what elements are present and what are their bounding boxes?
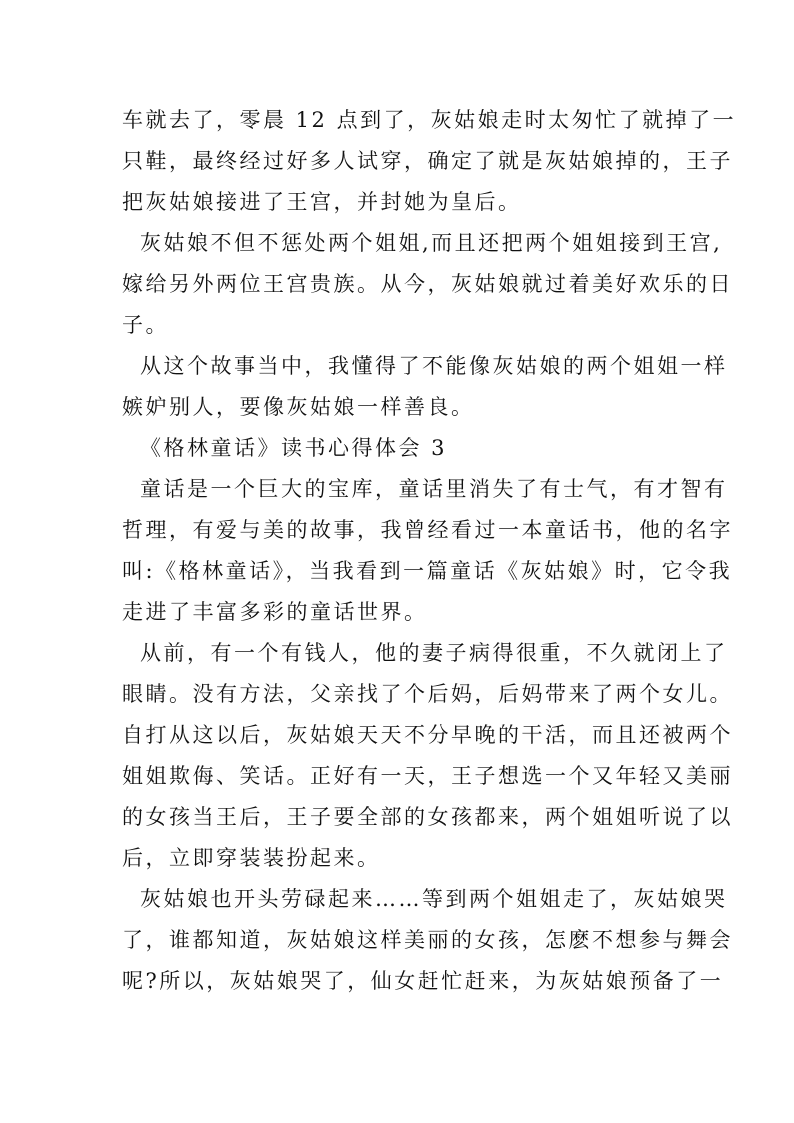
text-line: 自打从这以后，灰姑娘天天不分早晚的干活，而且还被两个 xyxy=(122,723,733,747)
text-line: 哲理，有爱与美的故事，我曾经看过一本童话书，他的名字 xyxy=(122,518,733,542)
text-line: 叫:《格林童话》，当我看到一篇童话《灰姑娘》时，它令我 xyxy=(122,559,733,583)
paragraph-first-line: 灰姑娘不但不惩处两个姐姐,而且还把两个姐姐接到王宫, xyxy=(140,231,723,255)
text-line: 呢?所以，灰姑娘哭了，仙女赶忙赶来，为灰姑娘预备了一 xyxy=(122,969,724,993)
text-line: 把灰姑娘接进了王宫，并封她为皇后。 xyxy=(122,190,522,214)
text-line: 只鞋，最终经过好多人试穿，确定了就是灰姑娘掉的，王子 xyxy=(122,149,733,173)
paragraph-first-line: 童话是一个巨大的宝库，童话里消失了有士气，有才智有 xyxy=(140,477,728,501)
text-line: 子。 xyxy=(122,313,169,337)
paragraph-first-line: 灰姑娘也开头劳碌起来……等到两个姐姐走了，灰姑娘哭 xyxy=(140,887,728,911)
text-line: 姐姐欺侮、笑话。正好有一天，王子想选一个又年轻又美丽 xyxy=(122,764,733,788)
text-line: 走进了丰富多彩的童话世界。 xyxy=(122,600,428,624)
text-line: 车就去了，零晨 12 点到了，灰姑娘走时太匆忙了就掉了一 xyxy=(122,108,737,132)
paragraph-first-line: 从这个故事当中，我懂得了不能像灰姑娘的两个姐姐一样 xyxy=(140,354,728,378)
text-line: 嫁给另外两位王宫贵族。从今，灰姑娘就过着美好欢乐的日 xyxy=(122,272,733,296)
text-line: 了，谁都知道，灰姑娘这样美丽的女孩，怎麽不想参与舞会 xyxy=(122,928,733,952)
text-line: 的女孩当王后，王子要全部的女孩都来，两个姐姐听说了以 xyxy=(122,805,733,829)
paragraph-first-line: 从前，有一个有钱人，他的妻子病得很重，不久就闭上了 xyxy=(140,641,728,665)
text-line: 嫉妒别人，要像灰姑娘一样善良。 xyxy=(122,395,475,419)
section-heading: 《格林童话》读书心得体会 3 xyxy=(140,436,448,460)
text-line: 后，立即穿装装扮起来。 xyxy=(122,846,381,870)
text-line: 眼睛。没有方法，父亲找了个后妈，后妈带来了两个女儿。 xyxy=(122,682,733,706)
